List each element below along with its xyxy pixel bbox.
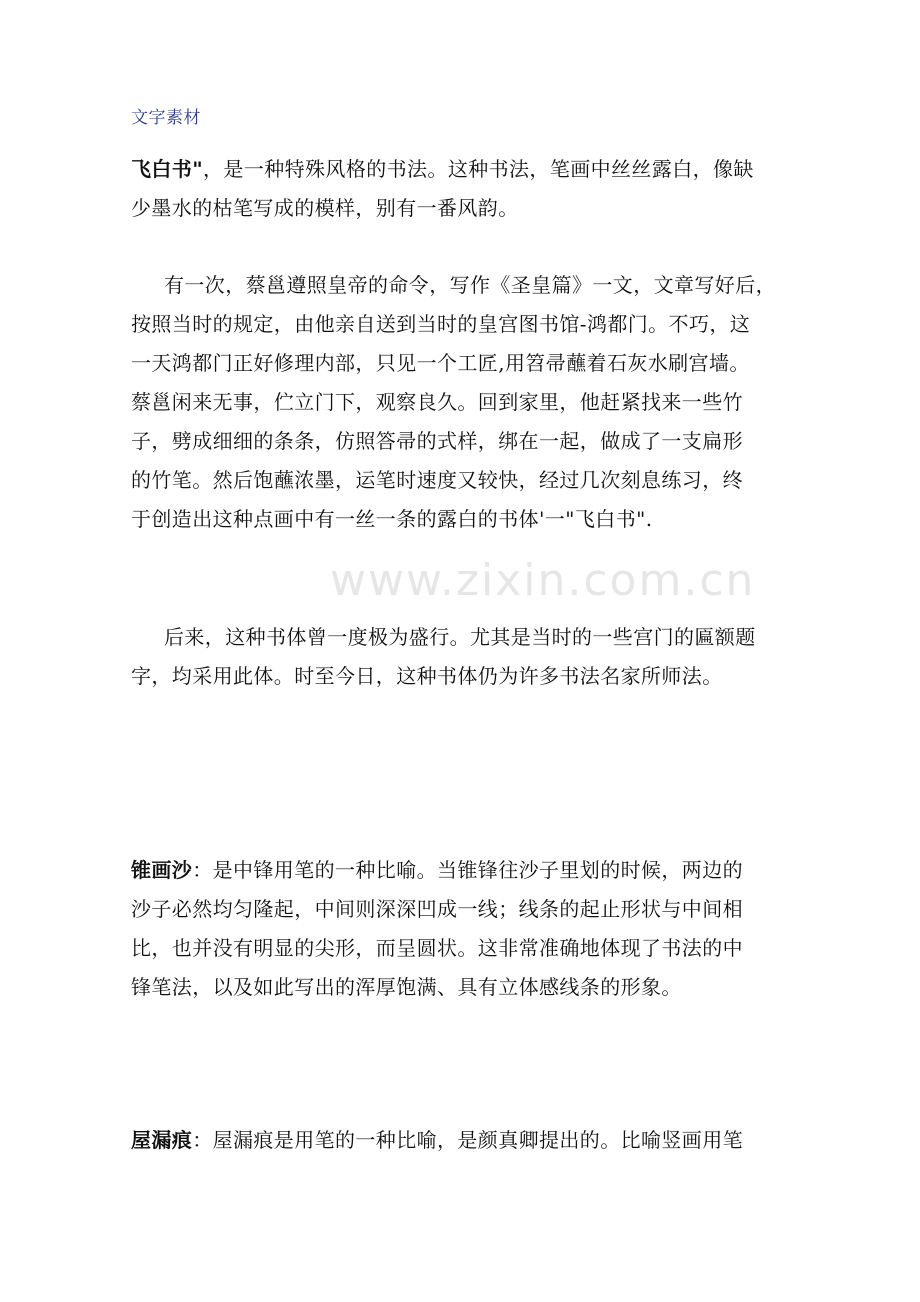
text-run: 有一次，蔡邕遵照皇帝的命令，写作《圣皇篇》一文，文章写好后， <box>164 273 776 297</box>
text-line: 比，也并没有明显的尖形，而呈圆状。这非常准确地体现了书法的中 <box>131 936 743 960</box>
text-line: 少墨水的枯笔写成的模样，别有一番风韵。 <box>131 196 519 220</box>
text-line <box>131 1121 791 1160</box>
text-line: 于创造出这种点画中有一丝一条的露白的书体'一"飞白书". <box>131 507 653 531</box>
later-popularity-paragraph <box>131 618 791 696</box>
text-line: 蔡邕闲来无事，伫立门下，观察良久。回到家里，他赶紧找来一些竹 <box>131 390 743 414</box>
watermark: www.zixin.com.cn <box>330 555 756 606</box>
text-run: 后来，这种书体曾一度极为盛行。尤其是当时的一些宫门的匾额题 <box>164 625 756 649</box>
cai-yong-story-paragraph <box>131 266 791 539</box>
text-line: 的竹笔。然后饱蘸浓墨，运笔时速度又较快，经过几次刻息练习，终 <box>131 468 743 492</box>
text-run: ：是中锋用笔的一种比喻。当锥锋往沙子里划的时候，两边的 <box>192 858 744 882</box>
text-line <box>131 851 791 890</box>
text-line: 一天鸿都门正好修理内部，只见一个工匠,用笤帚蘸着石灰水刷宫墙。 <box>131 351 750 375</box>
text-line <box>131 150 791 189</box>
term-feibaishu: 飞白书" <box>131 157 204 181</box>
text-line: 按照当时的规定，由他亲自送到当时的皇宫图书馆-鸿都门。不巧，这 <box>131 312 751 336</box>
wu-lou-hen-paragraph <box>131 1121 791 1160</box>
text-line: 沙子必然均匀隆起，中间则深深凹成一线；线条的起止形状与中间相 <box>131 897 743 921</box>
text-line <box>131 618 791 657</box>
text-line: 子，劈成细细的条条，仿照答帚的式样，绑在一起，做成了一支扁形 <box>131 429 743 453</box>
text-line: 字，均采用此体。时至今日，这种书体仍为许多书法名家所师法。 <box>131 664 723 688</box>
text-line <box>131 266 791 305</box>
feibai-definition-paragraph <box>131 150 791 228</box>
text-line: 锋笔法，以及如此写出的浑厚饱满、具有立体感线条的形象。 <box>131 975 682 999</box>
term-wulouhen: 屋漏痕 <box>131 1128 193 1152</box>
material-label: 文字素材 <box>131 108 201 128</box>
text-run: ：屋漏痕是用笔的一种比喻，是颜真卿提出的。比喻竖画用笔 <box>192 1128 744 1152</box>
text-run: ，是一种特殊风格的书法。这种书法，笔画中丝丝露白，像缺 <box>203 157 754 181</box>
term-zhuihuasha: 锥画沙 <box>131 858 193 882</box>
zhui-hua-sha-paragraph <box>131 851 791 1007</box>
